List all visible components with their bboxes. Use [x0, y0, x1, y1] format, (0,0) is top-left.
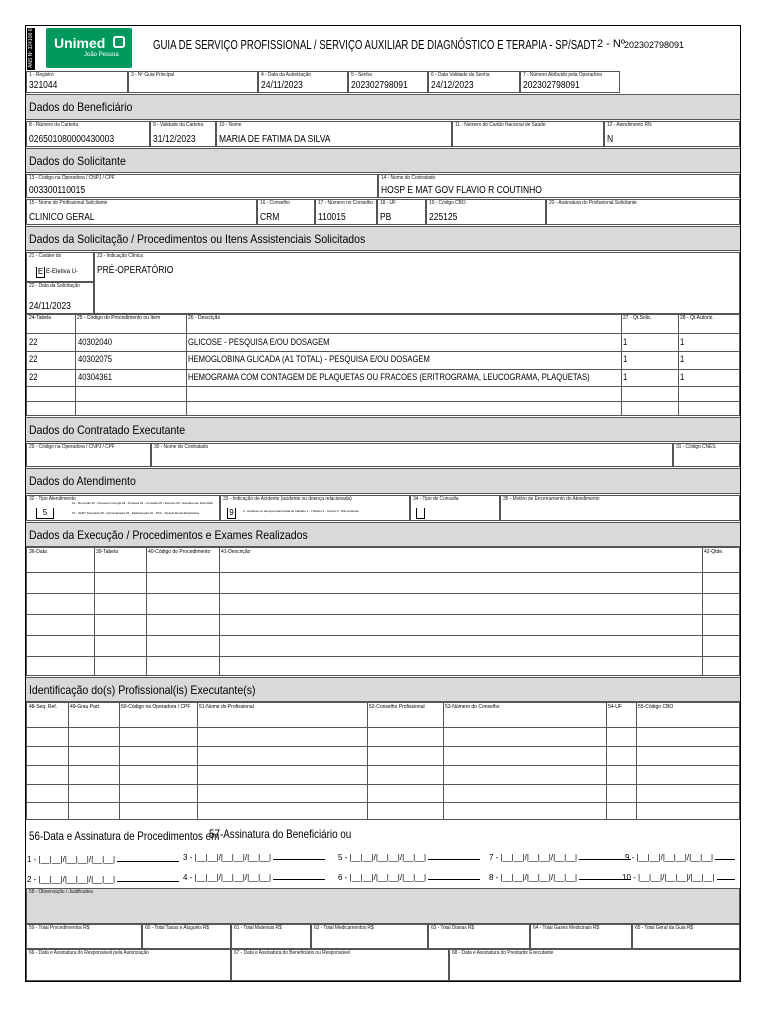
- section-atendimento: Dados do Atendimento: [26, 468, 740, 494]
- ans-code: ANS Nº 324108-9: [28, 28, 34, 68]
- field-senha[interactable]: 5 - Senha 202302798091: [348, 71, 428, 93]
- field-atendimento-rn[interactable]: 12 - Atendimento RN N: [604, 121, 740, 147]
- field-validade-carteira[interactable]: 9 - Validade da Carteira 31/12/2023: [150, 121, 216, 147]
- field-indicacao-acidente[interactable]: 33 - Indicação de Acidente (acidente ou doença relacionada) 9 0 - Acidente ou doença relacionada ao trabalho 1 - Trânsito 2 - Outros 9 - Não Acidente: [220, 495, 410, 521]
- execucao-table: 36-Data 39-Tabela 40-Código do Procedimento 41-Descrição 42-Qtde.: [26, 547, 740, 676]
- sig-date-7[interactable]: 7 - |__|__|/|__|__|/|__|__|: [489, 853, 631, 862]
- field-motivo-encerramento[interactable]: 35 - Motivo de Encerramento do Atendimento: [500, 495, 740, 521]
- tipo-atendimento-box[interactable]: 5: [36, 508, 54, 519]
- field-numero-carteira[interactable]: 8 - Número da Carteira 026501080000430003: [26, 121, 150, 147]
- field-conselho[interactable]: 16 - Conselho CRM: [257, 199, 315, 225]
- field-nome-contratado[interactable]: 14 - Nome do Contratado HOSP E MAT GOV FLAVIO R COUTINHO: [378, 174, 740, 198]
- section-identificacao: Identificação do(s) Profissional(is) Executante(s): [26, 677, 740, 702]
- sig-date-1[interactable]: 1 - |__|__|/|__|__|/|__|__|: [27, 855, 179, 864]
- field-tipo-atendimento[interactable]: 32 - Tipo Atendimento 5 01 - Remoção 02 - Pequena Cirurgia 03 - Terapias 04 - Consulta 05 - Exames 06 - Atendimento Domiciliar 07 - SADT Internado 08 - Quimioterapia 09 - Radioterapia 10 - TRS - Terapia Renal Substitutiva: [26, 495, 220, 521]
- field-total-diarias[interactable]: 63 - Total Diárias R$: [428, 924, 530, 949]
- logo-mark-icon: [113, 36, 125, 48]
- field-registro[interactable]: 1 - Registro 321044: [26, 71, 128, 93]
- sig-date-5[interactable]: 5 - |__|__|/|__|__|/|__|__|: [338, 853, 480, 862]
- form-title: GUIA DE SERVIÇO PROFISSIONAL / SERVIÇO AUXILIAR DE DIAGNÓSTICO E TERAPIA - SP/SADT: [153, 37, 597, 52]
- label-56: 56-Data e Assinatura de Procedimentos em: [29, 829, 220, 843]
- sig-date-2[interactable]: 2 - |__|__|/|__|__|/|__|__|: [27, 875, 179, 884]
- sig-date-3[interactable]: 3 - |__|__|/|__|__|/|__|__|: [183, 853, 325, 862]
- sig-date-10[interactable]: 10 - |__|__|/|__|__|/|__|__|: [622, 873, 735, 882]
- guide-number: 202302798091: [624, 40, 685, 50]
- carater-options: E-Eletiva U-: [46, 269, 79, 275]
- logo-brand: Unimed: [54, 35, 106, 51]
- field-indicacao-clinica[interactable]: 23 - Indicação Clínica PRÉ-OPERATÓRIO: [94, 252, 740, 314]
- sig-date-9[interactable]: 9 - |__|__|/|__|__|/|__|__|: [625, 853, 735, 862]
- guide-number-label: 2 - Nº: [597, 38, 625, 50]
- carater-box[interactable]: E: [37, 267, 44, 276]
- field-guia-principal[interactable]: 3 - Nº Guia Principal: [128, 71, 258, 93]
- field-contratado-nome[interactable]: 30 - Nome do Contratado: [151, 443, 673, 467]
- indicacao-value: PRÉ-OPERATÓRIO: [97, 265, 174, 276]
- label-57: 57-Assinatura do Beneficiário ou: [209, 827, 352, 841]
- field-total-geral[interactable]: 65 - Total Geral da Guia R$: [632, 924, 740, 949]
- field-cartao-nacional[interactable]: 11 - Número do Cartão Nacional de Saúde: [452, 121, 604, 147]
- field-codigo-operadora[interactable]: 13 - Código na Operadora / CNPJ / CPF 003300110015: [26, 174, 378, 198]
- field-tipo-consulta[interactable]: 34 - Tipo de Consulta: [410, 495, 500, 521]
- identificacao-table: 48-Seq. Ref. 49-Grau Part. 50-Código na Operadora / CPF 51-Nome do Profissional 52-Conselho Profissional 53-Número do Conselho 54-UF 55-Código CBO: [26, 702, 740, 820]
- sig-date-8[interactable]: 8 - |__|__|/|__|__|/|__|__|: [489, 873, 631, 882]
- unimed-logo: [46, 28, 132, 68]
- field-assinatura-prestador[interactable]: 68 - Data e Assinatura do Prestador Executante: [449, 949, 740, 981]
- field-total-gases[interactable]: 64 - Total Gases Medicinais R$: [530, 924, 632, 949]
- section-solicitacao: Dados da Solicitação / Procedimentos ou Itens Assistenciais Solicitados: [26, 226, 740, 251]
- tipo-consulta-box[interactable]: [416, 508, 425, 519]
- col-codigo-header: 25 - Código do Procedimento ou Item: [77, 315, 161, 321]
- field-profissional-solicitante[interactable]: 15 - Nome do Profissional Solicitante CLINICO GERAL: [26, 199, 257, 225]
- acidente-box[interactable]: 9: [227, 508, 236, 519]
- field-validade-senha[interactable]: 6 - Data Validade da Senha 24/12/2023: [428, 71, 520, 93]
- field-contratado-cnes[interactable]: 31 - Código CNES: [673, 443, 740, 467]
- col-qt-autoriz-header: 28 - Qt.Autoriz.: [680, 315, 714, 321]
- field-assinatura-autorizacao[interactable]: 66 - Data e Assinatura do Responsável pela Autorização: [26, 949, 231, 981]
- col-qt-solic-header: 27 - Qt.Solic.: [623, 315, 652, 321]
- field-numero-operadora[interactable]: 7 - Número Atribuído pela Operadora 202302798091: [520, 71, 620, 93]
- field-carater[interactable]: 21 - Caráter do E E-Eletiva U-: [26, 252, 94, 282]
- field-data-autorizacao[interactable]: 4 - Data da Autorização 24/11/2023: [258, 71, 348, 93]
- logo-city: João Pessoa: [84, 52, 119, 58]
- field-numero-conselho[interactable]: 17 - Número no Conselho 110015: [315, 199, 377, 225]
- field-nome-beneficiario[interactable]: 10 - Nome MARIA DE FATIMA DA SILVA: [216, 121, 452, 147]
- field-observacao[interactable]: 58 - Observação / Justificativa: [26, 888, 740, 924]
- field-total-materiais[interactable]: 61 - Total Materiais R$: [231, 924, 311, 949]
- field-uf[interactable]: 18 - UF PB: [377, 199, 426, 225]
- field-data-solicitacao[interactable]: 22 - Data da Solicitação 24/11/2023: [26, 282, 94, 314]
- field-assinatura-beneficiario[interactable]: 67 - Data e Assinatura do Beneficiário ou Responsável: [231, 949, 449, 981]
- section-beneficiario: Dados do Beneficiário: [26, 94, 740, 120]
- sig-date-4[interactable]: 4 - |__|__|/|__|__|/|__|__|: [183, 873, 325, 882]
- procedures-table: 24-Tabela 25 - Código do Procedimento ou Item 26 - Descrição 27 - Qt.Solic. 28 - Qt.Autoriz. 22 40302040 GLICOSE - PESQUISA E/OU DOSAGEM 1 1 22 40302075 HEMOGLOBINA GLICADA (A1 TOTAL) - PESQUISA E/OU DOSAGEM 1 1 22 40304361 HEMOGRAMA COM CONTAGEM DE PLAQUETAS OU FRACOES (ERITROGRAMA, LEUCOGRAMA, PLAQUETAS) 1 1: [26, 314, 740, 416]
- field-cbo[interactable]: 19 - Código CBO 225125: [426, 199, 546, 225]
- sig-date-6[interactable]: 6 - |__|__|/|__|__|/|__|__|: [338, 873, 480, 882]
- field-total-procedimentos[interactable]: 59 - Total Procedimentos R$: [26, 924, 142, 949]
- field-total-taxas[interactable]: 60 - Total Taxas e Aluguéis R$: [142, 924, 231, 949]
- col-tabela-header: 24-Tabela: [29, 315, 51, 321]
- field-contratado-codigo[interactable]: 29 - Código na Operadora / CNPJ / CPF: [26, 443, 151, 467]
- col-descricao-header: 26 - Descrição: [188, 315, 221, 321]
- field-assinatura-solicitante[interactable]: 20 - Assinatura do Profissional Solicitante: [546, 199, 740, 225]
- section-execucao: Dados da Execução / Procedimentos e Exames Realizados: [26, 522, 740, 547]
- section-contratado: Dados do Contratado Executante: [26, 417, 740, 442]
- section-solicitante: Dados do Solicitante: [26, 148, 740, 173]
- field-total-medicamentos[interactable]: 62 - Total Medicamentos R$: [311, 924, 428, 949]
